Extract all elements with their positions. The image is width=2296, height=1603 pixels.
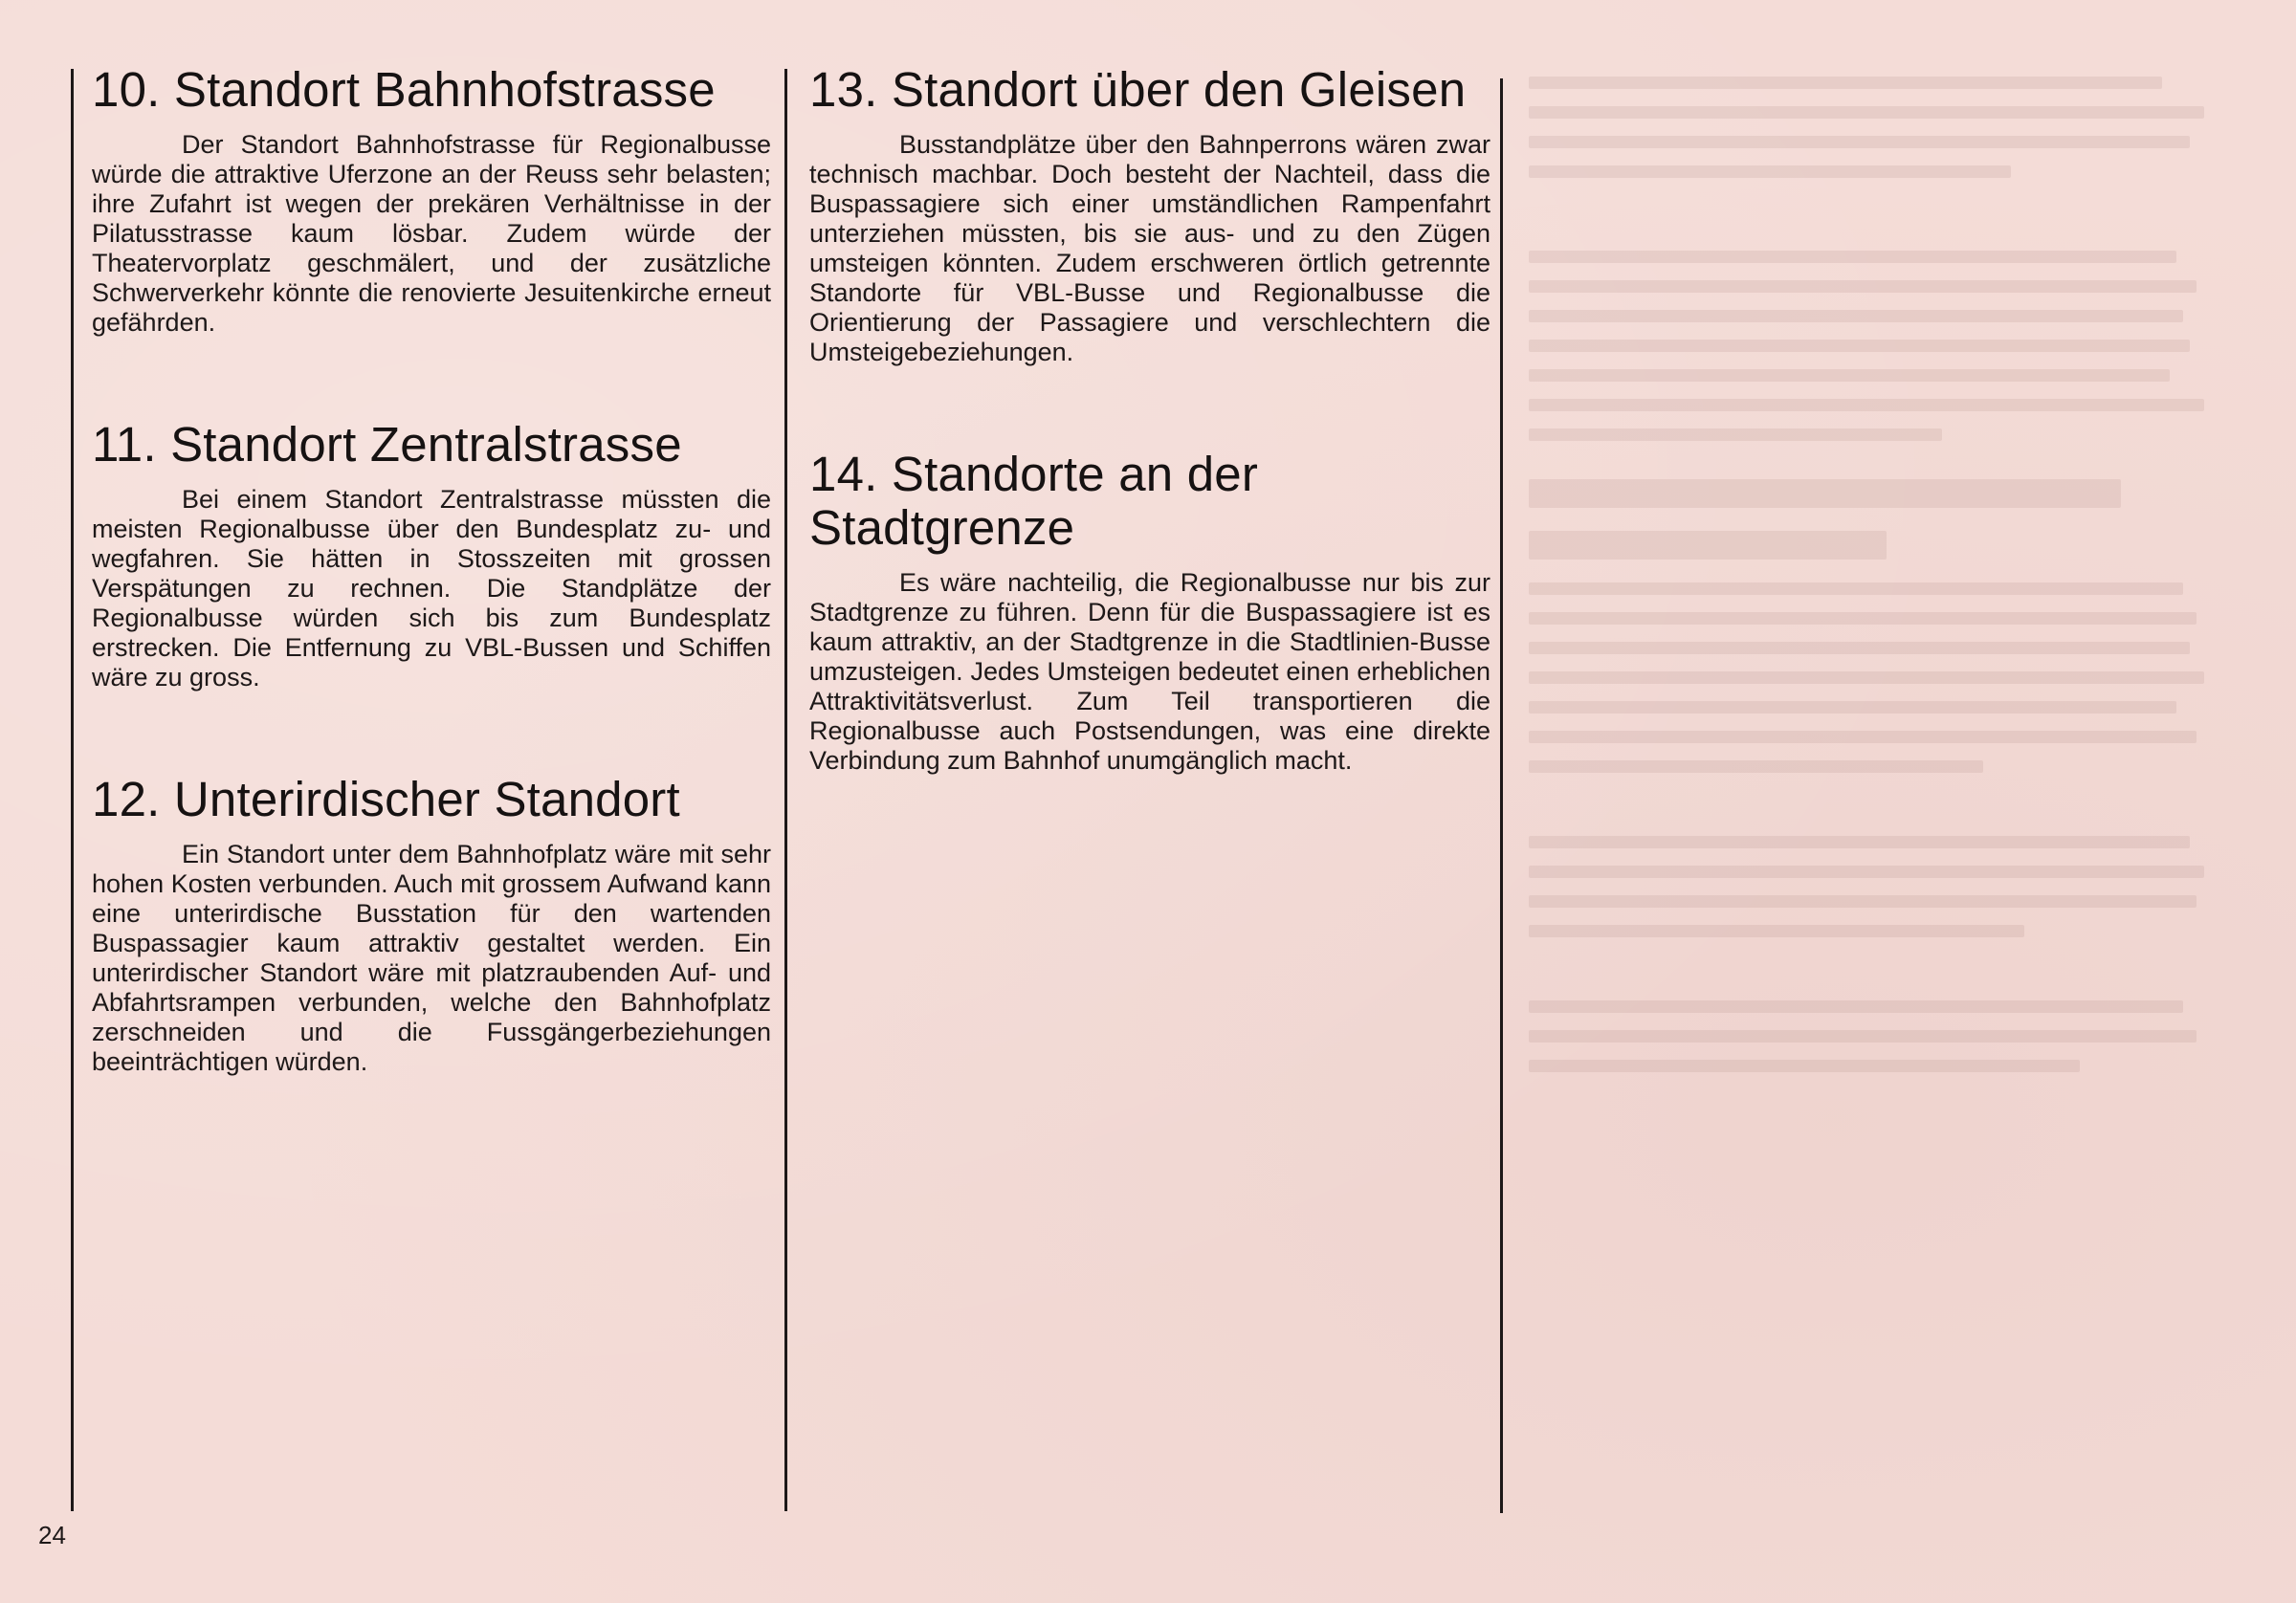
column-rule-right <box>1500 78 1503 1513</box>
section-body: Es wäre nachteilig, die Regionalbusse nur bis zur Stadtgrenze zu führen. Denn für die Buspassagiere ist es kaum attraktiv, an der Stadtgrenze in die Stadtlinien-Busse umzusteigen. Jedes Umsteigen bedeutet einen erheblichen Attraktivitätsverlust. Zum Teil transportieren die Regionalbusse auch Postsendungen, was eine direkte Verbindung zum Bahnhof unumgänglich macht. <box>809 568 1490 775</box>
section-heading: 10. Standort Bahnhofstrasse <box>92 62 716 117</box>
column-rule-middle <box>784 69 787 1511</box>
section-heading: 12. Unterirdischer Standort <box>92 772 680 826</box>
bleed-through-texture <box>1529 77 2218 1089</box>
section-heading: 14. Standorte an der Stadtgrenze <box>809 447 1259 555</box>
column-rule-left <box>71 69 74 1511</box>
section-standort-zentralstrasse <box>92 418 771 692</box>
section-standorte-an-der-stadtgrenze <box>809 448 1490 776</box>
section-standort-ueber-den-gleisen <box>809 63 1490 367</box>
section-heading: 11. Standort Zentralstrasse <box>92 417 682 472</box>
section-body: Ein Standort unter dem Bahnhofplatz wäre mit sehr hohen Kosten verbunden. Auch mit grossem Aufwand kann eine unterirdische Busstation für den wartenden Buspassagier kaum attraktiv gestaltet werden. Ein unterirdischer Standort wäre mit platzraubenden Auf- und Abfahrtsrampen verbunden, welche den Bahnhofplatz zerschneiden und die Fussgängerbeziehungen beeinträchtigen würden. <box>92 840 771 1076</box>
page-number: 24 <box>38 1521 66 1549</box>
section-body: Bei einem Standort Zentralstrasse müssten die meisten Regionalbusse über den Bundesplatz zu- und wegfahren. Sie hätten in Stosszeiten mit grossen Verspätungen zu rechnen. Die Standplätze der Regionalbusse würden sich bis zum Bundesplatz erstrecken. Die Entfernung zu VBL-Bussen und Schiffen wäre zu gross. <box>92 485 771 692</box>
text-column-left <box>92 63 771 1077</box>
section-body: Der Standort Bahnhofstrasse für Regionalbusse würde die attraktive Uferzone an der Reuss sehr belasten; ihre Zufahrt ist wegen der prekären Verhältnisse in der Pilatusstrasse kaum lösbar. Zudem würde der Theatervorplatz geschmälert, und der zusätzliche Schwerverkehr könnte die renovierte Jesuitenkirche erneut gefährden. <box>92 130 771 337</box>
text-column-middle <box>809 63 1490 776</box>
section-unterirdischer-standort <box>92 773 771 1077</box>
section-heading: 13. Standort über den Gleisen <box>809 62 1467 117</box>
section-standort-bahnhofstrasse <box>92 63 771 338</box>
section-body: Busstandplätze über den Bahnperrons wären zwar technisch machbar. Doch besteht der Nachteil, dass die Buspassagiere sich einer umständlichen Rampenfahrt unterziehen müssten, bis sie aus- und zu den Zügen umsteigen könnten. Zudem erschweren örtlich getrennte Standorte für VBL-Busse und Regionalbusse die Orientierung der Passagiere und verschlechtern die Umsteigebeziehungen. <box>809 130 1490 366</box>
